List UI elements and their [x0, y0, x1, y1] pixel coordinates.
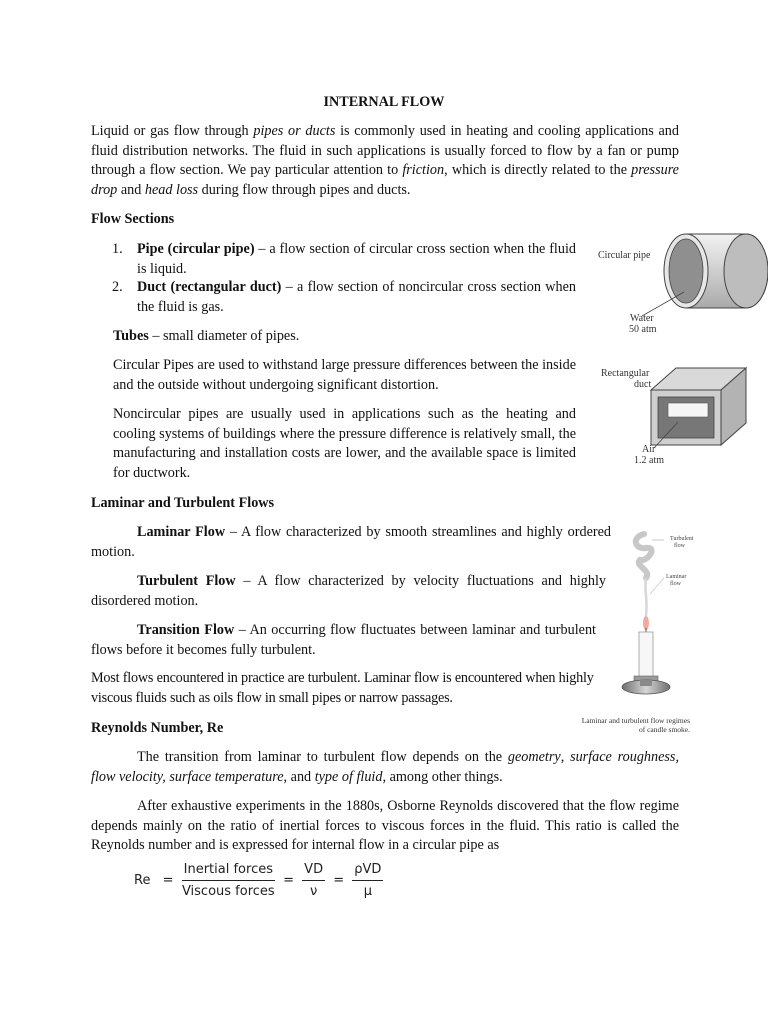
intro-text-5: during flow through pipes and ducts. [198, 181, 411, 198]
list-number: 2. [112, 279, 123, 295]
eq-denominator-mu: μ [363, 884, 372, 899]
most-flows-paragraph: Most flows encountered in practice are turbulent. Laminar flow is encountered when highly viscous fluids such as oils flow in small pipes or narrow passages. [91, 670, 594, 706]
rectangular-duct-label-1: Rectangular [601, 368, 650, 379]
intro-pressure-drop: pressure drop [91, 162, 679, 198]
circular-pipe-label: Circular pipe [598, 250, 651, 261]
list-term: Pipe (circular pipe) [137, 241, 255, 257]
reynolds-surface-roughness: surface roughness, flow velocity, surface temperature [91, 749, 679, 785]
laminar-flow-paragraph [91, 523, 611, 562]
intro-head-loss: head loss [144, 181, 199, 198]
eq-denominator-viscous: Viscous forces [181, 884, 275, 899]
noncircular-pipes-paragraph: Noncircular pipes are usually used in applications such as the heating and cooling systems of buildings where the pressure difference is relatively small, the manufacturing and installation costs are lower, and the available space is limited for ductwork. [113, 406, 576, 481]
reynolds-comma: , [560, 749, 571, 765]
list-item-duct [112, 278, 576, 317]
intro-friction: friction [402, 162, 445, 178]
laminar-label-1: Laminar [666, 574, 687, 580]
turbulent-flow-paragraph [91, 572, 606, 611]
candle-smoke-figure [600, 520, 710, 710]
eq-equals-1: = [162, 873, 174, 888]
reynolds-geometry: geometry [507, 749, 561, 765]
eq-fraction-dynamic [352, 862, 383, 899]
intro-text-4: and [117, 181, 145, 198]
transition-flow-text: – An occurring flow fluctuates between laminar and turbulent flows before it becomes fully turbulent. [91, 622, 596, 658]
turbulent-flow-text: – A flow characterized by velocity fluctuations and highly disordered motion. [91, 573, 606, 609]
rectangular-duct-figure [596, 360, 768, 460]
air-label: Air [642, 444, 656, 455]
page-title: INTERNAL FLOW [323, 94, 445, 110]
reynolds-equation [134, 862, 383, 899]
intro-text-3: , which is directly related to the [444, 162, 632, 178]
water-label: Water [630, 313, 654, 324]
air-pressure-label: 1.2 atm [634, 455, 664, 466]
eq-denominator-nu: ν [309, 884, 318, 899]
circular-pipes-paragraph: Circular Pipes are used to withstand large pressure differences between the inside and the outside without undergoing significant distortion. [113, 357, 576, 393]
list-text: – a flow section of noncircular cross section when the fluid is gas. [137, 279, 576, 315]
tubes-text: – small diameter of pipes. [148, 328, 300, 344]
intro-text-2: is commonly used in heating and cooling applications and fluid distribution networks. The fluid in such applications is usually forced to flow by a fan or pump through a flow section. We pay particular attention to [91, 123, 679, 178]
reynolds-paragraph-1 [91, 748, 679, 787]
laminar-flow-term: Laminar Flow [137, 524, 226, 540]
eq-lhs: Re [134, 873, 151, 888]
reynolds-paragraph-2: After exhaustive experiments in the 1880s, Osborne Reynolds discovered that the flow regime depends mainly on the ratio of inertial forces to viscous forces in the fluid. This ratio is called the Reynolds number and is expressed for internal flow in a circular pipe as [91, 798, 679, 853]
reynolds-text-1: The transition from laminar to turbulent flow depends on the [137, 749, 508, 765]
eq-numerator-rho-vd: ρVD [352, 862, 383, 881]
tubes-line [113, 327, 299, 347]
candle-caption-2: of candle smoke. [638, 725, 690, 734]
intro-text-1: Liquid or gas flow through [91, 123, 254, 139]
list-number: 1. [112, 241, 123, 257]
flow-sections-heading: Flow Sections [91, 211, 175, 227]
turbulent-label-1: Turbulent [670, 536, 694, 542]
laminar-label-2: flow [670, 581, 681, 587]
reynolds-and: , and [283, 768, 315, 785]
transition-flow-paragraph [91, 621, 596, 660]
eq-numerator-inertial: Inertial forces [182, 862, 275, 881]
turbulent-flow-term: Turbulent Flow [137, 573, 236, 589]
intro-paragraph [91, 122, 679, 200]
water-pressure-label: 50 atm [629, 324, 657, 335]
laminar-flow-text: – A flow characterized by smooth streamlines and highly ordered motion. [91, 524, 611, 560]
eq-fraction-kinematic [302, 862, 325, 899]
list-item-pipe [112, 240, 577, 279]
tubes-term: Tubes [113, 328, 149, 344]
rectangular-duct-label-2: duct [634, 379, 652, 390]
reynolds-text-2: , among other things. [382, 768, 503, 785]
eq-numerator-vd: VD [302, 862, 325, 881]
candle-caption-1: Laminar and turbulent flow regimes [581, 716, 690, 725]
list-text: – a flow section of circular cross section when the fluid is liquid. [137, 241, 577, 277]
reynolds-type-of-fluid: type of fluid [314, 768, 383, 785]
intro-pipes-or-ducts: pipes or ducts [253, 123, 336, 139]
eq-equals-3: = [333, 873, 345, 888]
eq-fraction-forces [182, 862, 275, 899]
circular-pipe-figure [596, 226, 768, 336]
turbulent-label-2: flow [674, 543, 685, 549]
eq-equals-2: = [283, 873, 295, 888]
transition-flow-term: Transition Flow [137, 622, 235, 638]
list-term: Duct (rectangular duct) [137, 279, 282, 295]
reynolds-heading: Reynolds Number, Re [91, 720, 224, 736]
laminar-turbulent-heading: Laminar and Turbulent Flows [91, 495, 275, 511]
